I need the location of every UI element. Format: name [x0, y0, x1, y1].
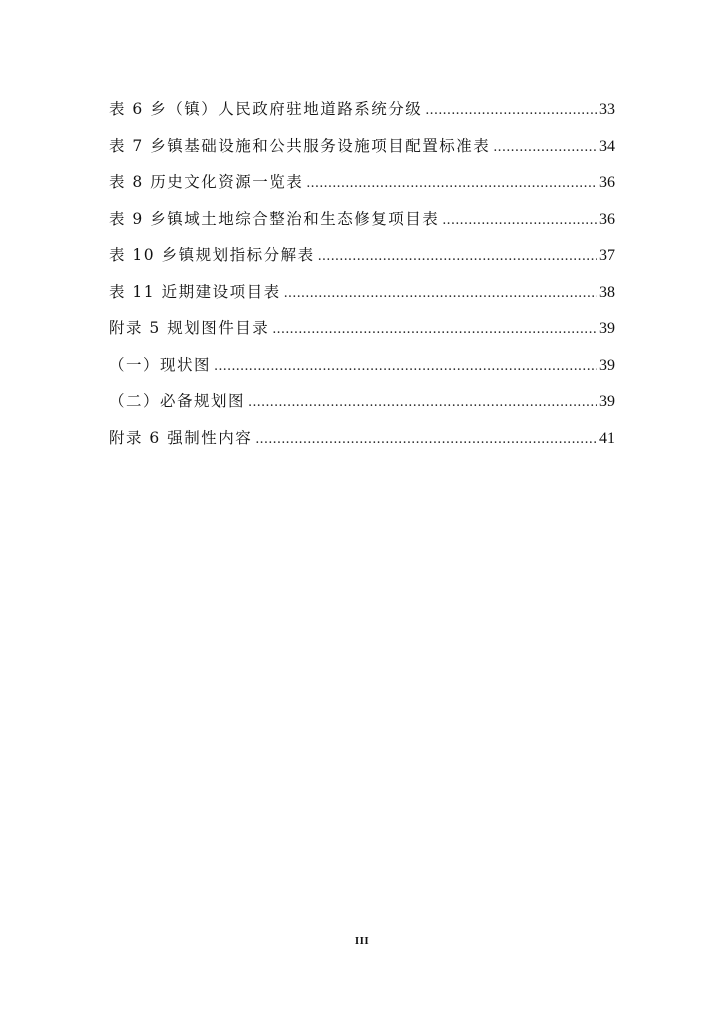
toc-entry-page: 41: [599, 429, 615, 447]
toc-entry-page: 39: [599, 320, 615, 337]
dot-leader: [493, 135, 597, 161]
toc-entry-label: 附录 6 强制性内容: [109, 428, 253, 447]
dot-leader: [442, 208, 597, 234]
toc-entry-label: 表 7 乡镇基础设施和公共服务设施项目配置标准表: [109, 136, 491, 155]
toc-entry-label: 表 9 乡镇域土地综合整治和生态修复项目表: [109, 209, 440, 228]
toc-entry-table-11[interactable]: [109, 279, 615, 316]
toc-entry-page: 36: [599, 210, 615, 228]
toc-entry-page: 34: [599, 137, 615, 155]
toc-entry-page: 39: [599, 393, 615, 410]
dot-leader: [255, 427, 597, 453]
page-number: III: [354, 935, 370, 947]
toc-entry-page: 36: [599, 174, 615, 191]
dot-leader: [318, 244, 597, 270]
dot-leader: [284, 281, 597, 307]
dot-leader: [425, 98, 597, 124]
table-of-contents: [109, 96, 615, 461]
toc-entry-label: （二）必备规划图: [109, 392, 246, 410]
dot-leader: [272, 317, 597, 343]
toc-entry-table-10[interactable]: [109, 242, 615, 279]
toc-entry-page: 39: [599, 356, 615, 374]
toc-entry-page: 33: [599, 101, 615, 118]
toc-entry-label: 表 8 历史文化资源一览表: [109, 173, 304, 191]
toc-entry-required-plan-maps[interactable]: [109, 388, 615, 425]
toc-entry-current-maps[interactable]: [109, 352, 615, 389]
toc-entry-label: 表 6 乡（镇）人民政府驻地道路系统分级: [109, 100, 423, 118]
dot-leader: [248, 390, 597, 416]
toc-entry-table-6[interactable]: [109, 96, 615, 133]
toc-entry-appendix-5[interactable]: [109, 315, 615, 352]
toc-entry-label: 附录 5 规划图件目录: [109, 319, 270, 337]
toc-entry-label: 表 11 近期建设项目表: [109, 282, 281, 301]
dot-leader: [306, 171, 597, 197]
dot-leader: [214, 354, 597, 380]
toc-entry-page: 37: [599, 247, 615, 264]
toc-entry-label: 表 10 乡镇规划指标分解表: [109, 246, 315, 264]
toc-entry-table-7[interactable]: [109, 133, 615, 170]
toc-entry-page: 38: [599, 283, 615, 301]
toc-entry-appendix-6[interactable]: [109, 425, 615, 462]
toc-entry-table-8[interactable]: [109, 169, 615, 206]
toc-entry-label: （一）现状图: [109, 355, 212, 374]
toc-entry-table-9[interactable]: [109, 206, 615, 243]
